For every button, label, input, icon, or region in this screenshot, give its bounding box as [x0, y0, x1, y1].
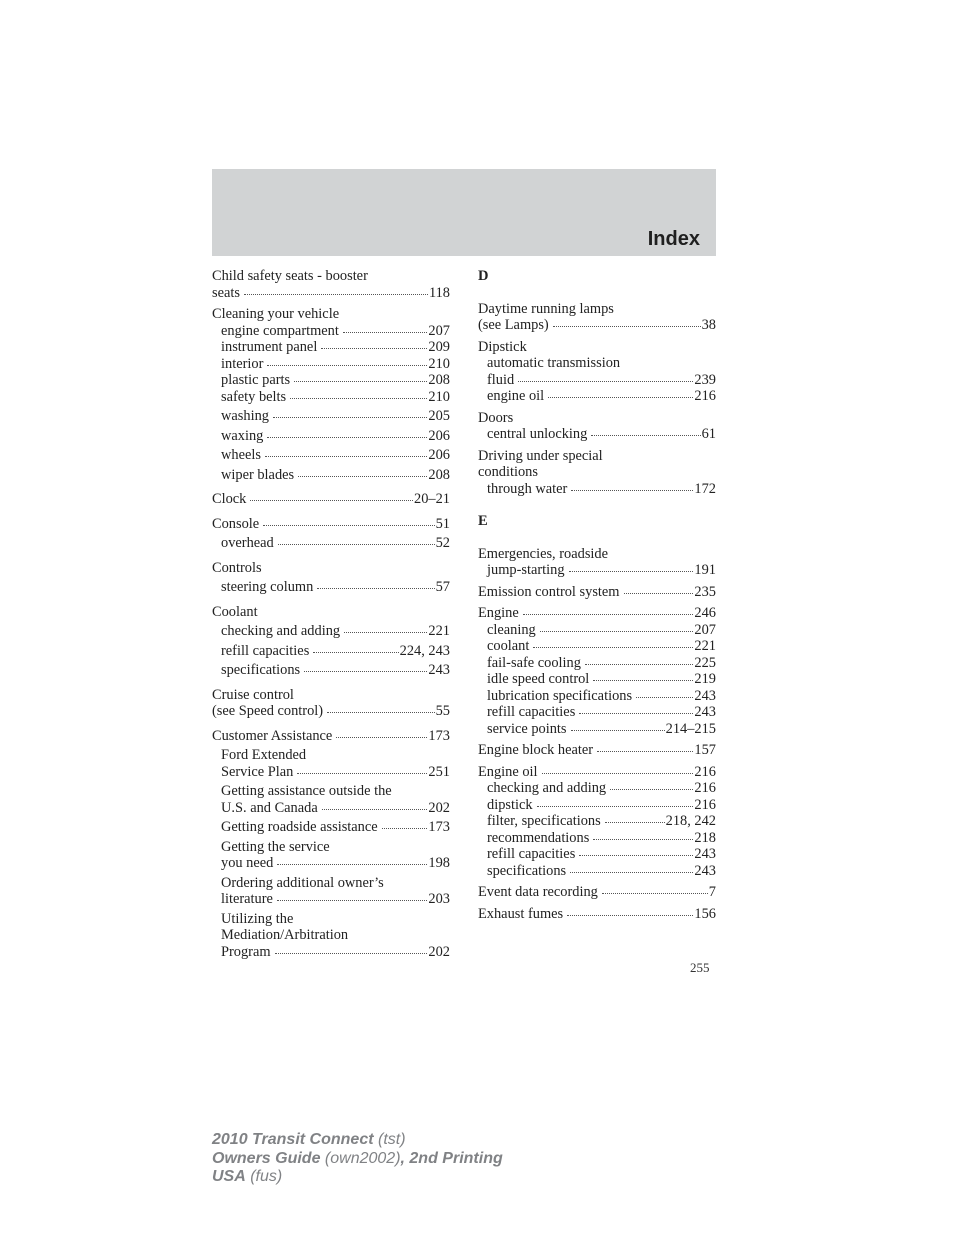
entry-label: Exhaust fumes — [478, 905, 564, 922]
entry-label: Cruise control — [212, 686, 294, 703]
page-ref: 216 — [694, 780, 716, 796]
footer-market-code: (fus) — [245, 1168, 283, 1185]
entry-driving-special-conditions — [478, 448, 716, 498]
page-ref: 221 — [694, 638, 716, 654]
sub-entry-label: literature — [221, 891, 273, 907]
entry-label: Engine block heater — [478, 742, 594, 758]
sub-entry-label: interior — [221, 355, 264, 372]
page-number: 255 — [690, 960, 710, 975]
sub-entry-label: wiper blades — [221, 466, 295, 483]
entry-doors — [478, 410, 716, 443]
sub-entry-label: specifications — [487, 862, 567, 879]
page-ref: 7 — [708, 884, 716, 900]
sub-entry-label: Getting assistance outside the — [221, 783, 392, 799]
sub-entry-label: coolant — [487, 638, 530, 654]
sub-entry-label: filter, specifications — [487, 813, 601, 829]
entry-label: (see Lamps) — [478, 317, 549, 333]
page-ref: 219 — [694, 671, 716, 687]
sub-entry-label: idle speed control — [487, 671, 590, 687]
index-column-right — [478, 268, 716, 922]
sub-entry-label: checking and adding — [221, 623, 341, 639]
entry-engine — [478, 605, 716, 737]
sub-entry-label: overhead — [221, 535, 274, 551]
entry-cleaning — [212, 306, 450, 483]
sub-entry-label: washing — [221, 408, 269, 424]
sub-entry-label: plastic parts — [221, 372, 291, 388]
page-ref: 118 — [428, 284, 450, 301]
sub-entry-label: refill capacities — [221, 642, 310, 659]
page-ref: 203 — [428, 891, 450, 907]
entry-coolant — [212, 604, 450, 679]
sub-entry-label: fail-safe cooling — [487, 654, 581, 671]
page-ref: 210 — [428, 388, 450, 405]
sub-entry-label: recommendations — [487, 829, 590, 846]
page-ref: 246 — [694, 605, 716, 621]
page-ref: 55 — [435, 703, 450, 719]
sub-entry-label: through water — [487, 480, 568, 497]
page-ref: 210 — [428, 355, 450, 372]
page-ref: 172 — [694, 480, 716, 497]
sub-entry-label: jump-starting — [487, 562, 565, 578]
entry-label: Event data recording — [478, 884, 598, 900]
page-ref: 173 — [428, 727, 450, 744]
entry-label: Emergencies, roadside — [478, 545, 609, 562]
sub-entry-label: Service Plan — [221, 763, 294, 780]
entry-label: Engine — [478, 605, 519, 621]
page-ref: 173 — [428, 819, 450, 835]
page-ref: 235 — [694, 583, 716, 600]
entry-emergencies-roadside — [478, 546, 716, 579]
entry-label: (see Speed control) — [212, 703, 324, 719]
footer-model: 2010 Transit Connect — [212, 1131, 374, 1148]
page-ref: 205 — [428, 408, 450, 424]
entry-daytime-running-lamps — [478, 301, 716, 334]
entry-label: Customer Assistance — [212, 727, 333, 744]
sub-entry-label: refill capacities — [487, 846, 576, 862]
entry-console — [212, 516, 450, 552]
page-title: Index — [647, 228, 700, 250]
page-ref: 224, 243 — [399, 642, 450, 659]
index-column-left — [212, 268, 450, 960]
entry-engine-oil — [478, 764, 716, 880]
entry-label: Engine oil — [478, 763, 538, 780]
entry-customer-assistance — [212, 728, 450, 961]
page-ref: 208 — [428, 372, 450, 388]
entry-dipstick — [478, 339, 716, 405]
sub-entry-label: cleaning — [487, 621, 536, 638]
sub-entry-label: fluid — [487, 371, 515, 388]
section-letter-e: E — [478, 513, 488, 529]
entry-label: Emission control system — [478, 583, 620, 600]
page-ref: 191 — [694, 562, 716, 578]
page-ref: 216 — [694, 796, 716, 813]
entry-label: Daytime running lamps — [478, 300, 614, 317]
entry-exhaust-fumes — [478, 906, 716, 923]
page-ref: 216 — [694, 388, 716, 404]
sub-entry-label: Getting the service — [221, 838, 330, 855]
sub-entry-label: safety belts — [221, 388, 287, 405]
sub-entry-label: checking and adding — [487, 780, 607, 796]
page-ref: 157 — [694, 742, 716, 758]
entry-label: seats — [212, 284, 240, 301]
index-header-band — [212, 169, 716, 256]
page-ref: 57 — [435, 579, 450, 595]
page-ref: 198 — [428, 855, 450, 871]
entry-engine-block-heater — [478, 742, 716, 759]
sub-entry-label: dipstick — [487, 796, 533, 813]
footer-printing: , 2nd Printing — [400, 1149, 503, 1167]
sub-entry-label: Mediation/Arbitration — [221, 927, 349, 943]
entry-label: Cleaning your vehicle — [212, 306, 340, 322]
entry-label: Coolant — [212, 603, 258, 620]
page-ref: 243 — [694, 687, 716, 704]
sub-entry-label: Utilizing the — [221, 910, 294, 927]
entry-cruise-control — [212, 687, 450, 720]
entry-label: Console — [212, 515, 260, 532]
entry-event-data-recording — [478, 884, 716, 901]
section-letter-d: D — [478, 268, 489, 284]
page-ref: 218, 242 — [665, 813, 716, 829]
page-ref: 221 — [428, 623, 450, 639]
sub-entry-label: central unlocking — [487, 426, 588, 442]
sub-entry-label: you need — [221, 855, 274, 871]
document-footer — [212, 1131, 503, 1187]
page-ref: 243 — [428, 662, 450, 678]
sub-entry-label: specifications — [221, 662, 301, 678]
page-ref: 156 — [694, 905, 716, 922]
page-ref: 216 — [694, 763, 716, 780]
sub-entry-label: lubrication specifications — [487, 687, 633, 704]
entry-child-safety — [212, 268, 450, 301]
page-ref: 61 — [701, 426, 716, 442]
entry-controls — [212, 560, 450, 596]
page-ref: 209 — [428, 339, 450, 355]
page-ref: 202 — [428, 799, 450, 816]
page-ref: 20–21 — [414, 491, 450, 507]
footer-guide-code: (own2002) — [320, 1149, 401, 1167]
page-ref: 239 — [694, 371, 716, 388]
sub-entry-label: U.S. and Canada — [221, 799, 318, 816]
footer-market: USA — [212, 1168, 246, 1185]
sub-entry-label: wheels — [221, 447, 261, 463]
page-ref: 243 — [694, 846, 716, 862]
sub-entry-label: waxing — [221, 427, 264, 444]
sub-entry-label: engine oil — [487, 388, 545, 404]
sub-entry-label: Ordering additional owner’s — [221, 874, 384, 891]
entry-label: Clock — [212, 491, 247, 507]
footer-guide: Owners Guide — [212, 1149, 321, 1167]
page-ref: 208 — [428, 466, 450, 483]
entry-label: Driving under special — [478, 447, 603, 464]
page-ref: 207 — [694, 621, 716, 638]
page-ref: 207 — [428, 322, 450, 339]
sub-entry-label: automatic transmission — [487, 355, 621, 371]
sub-entry-label: Ford Extended — [221, 747, 307, 763]
page-ref: 243 — [694, 704, 716, 720]
sub-entry-label: engine compartment — [221, 322, 339, 339]
page-ref: 206 — [428, 427, 450, 444]
page-ref: 202 — [428, 943, 450, 960]
page-ref: 218 — [694, 829, 716, 846]
page-ref: 52 — [435, 535, 450, 551]
page-ref: 243 — [694, 862, 716, 879]
sub-entry-label: refill capacities — [487, 704, 576, 720]
page-ref: 225 — [694, 654, 716, 671]
entry-label: Child safety seats - booster — [212, 268, 368, 284]
page-ref: 251 — [428, 763, 450, 780]
page-ref: 51 — [435, 515, 450, 532]
sub-entry-label: Program — [221, 943, 271, 960]
sub-entry-label: steering column — [221, 579, 314, 595]
entry-label: conditions — [478, 464, 538, 480]
page-ref: 214–215 — [665, 720, 716, 737]
sub-entry-label: Getting roadside assistance — [221, 819, 378, 835]
entry-label: Doors — [478, 409, 514, 426]
entry-clock — [212, 491, 450, 508]
page-ref: 38 — [701, 317, 716, 333]
sub-entry-label: service points — [487, 720, 567, 737]
footer-model-code: (tst) — [373, 1131, 406, 1148]
page-ref: 206 — [428, 447, 450, 463]
sub-entry-label: instrument panel — [221, 339, 318, 355]
entry-label: Controls — [212, 559, 262, 576]
entry-label: Dipstick — [478, 338, 527, 355]
entry-emission-control — [478, 584, 716, 601]
